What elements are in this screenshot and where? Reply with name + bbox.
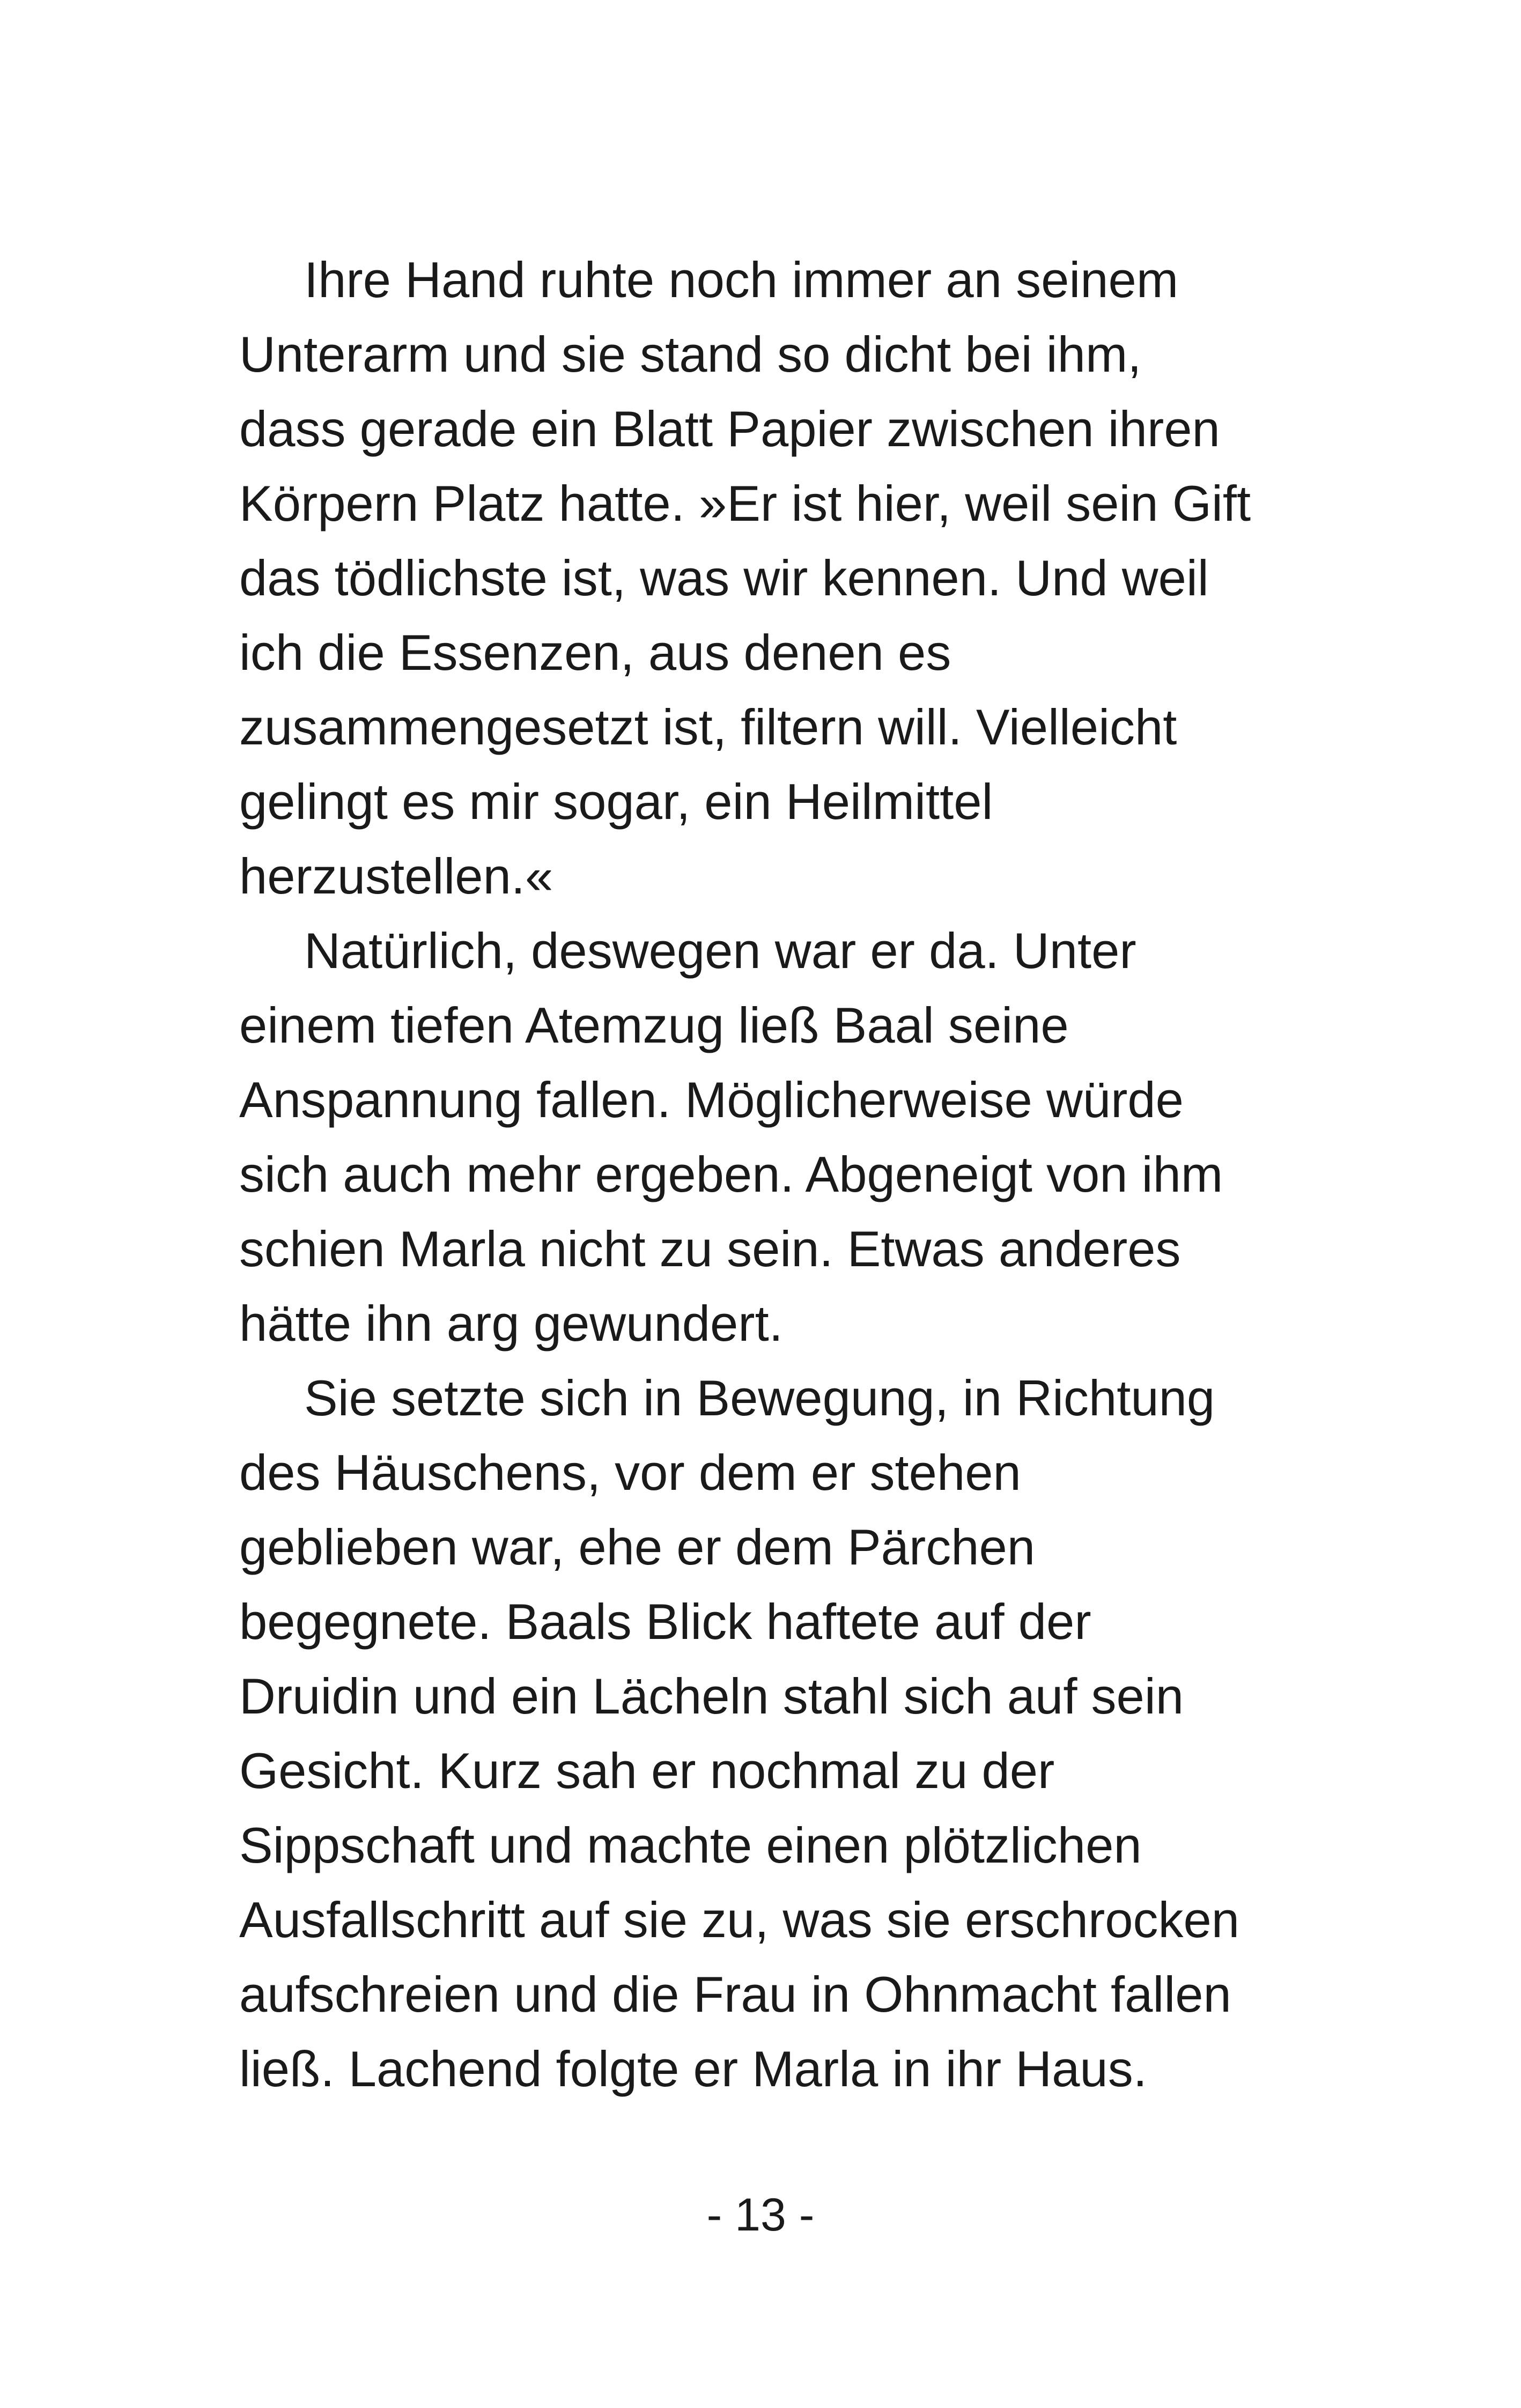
body-text: [239, 242, 1333, 2106]
paragraph-3-line-5: Druidin und ein Lächeln stahl sich auf sein: [239, 1668, 1184, 1724]
paragraph-1-line-6: ich die Essenzen, aus denen es: [239, 624, 951, 681]
paragraph-3-line-10: ließ. Lachend folgte er Marla in ihr Haus.: [239, 2041, 1147, 2097]
paragraph-2-line-6: hätte ihn arg gewundert.: [239, 1295, 783, 1351]
paragraph-3-line-9: aufschreien und die Frau in Ohnmacht fallen: [239, 1966, 1231, 2022]
paragraph-1-line-1: Ihre Hand ruhte noch immer an seinem: [304, 252, 1179, 308]
paragraph-1-line-3: dass gerade ein Blatt Papier zwischen ihren: [239, 401, 1220, 457]
paragraph-3-line-8: Ausfallschritt auf sie zu, was sie erschrocken: [239, 1892, 1240, 1948]
paragraph-2-line-2: einem tiefen Atemzug ließ Baal seine: [239, 997, 1069, 1053]
paragraph-1-line-9: herzustellen.«: [239, 848, 553, 904]
paragraph-2-line-1: Natürlich, deswegen war er da. Unter: [304, 922, 1136, 979]
paragraph-1-line-5: das tödlichste ist, was wir kennen. Und weil: [239, 550, 1209, 606]
paragraph-3-line-3: geblieben war, ehe er dem Pärchen: [239, 1519, 1036, 1575]
paragraph-3-line-1: Sie setzte sich in Bewegung, in Richtung: [304, 1370, 1215, 1426]
paragraph-1-line-8: gelingt es mir sogar, ein Heilmittel: [239, 773, 993, 830]
paragraph-2-line-4: sich auch mehr ergeben. Abgeneigt von ihm: [239, 1146, 1223, 1202]
paragraph-1-line-2: Unterarm und sie stand so dicht bei ihm,: [239, 326, 1142, 382]
paragraph-3-line-7: Sippschaft und machte einen plötzlichen: [239, 1817, 1142, 1873]
page-number: - 13 -: [706, 2189, 815, 2241]
paragraph-2-line-5: schien Marla nicht zu sein. Etwas anderes: [239, 1221, 1181, 1277]
paragraph-3-line-6: Gesicht. Kurz sah er nochmal zu der: [239, 1742, 1055, 1799]
paragraph-3-line-4: begegnete. Baals Blick haftete auf der: [239, 1593, 1091, 1650]
paragraph-1-line-4: Körpern Platz hatte. »Er ist hier, weil sein Gift: [239, 475, 1251, 531]
paragraph-3-line-2: des Häuschens, vor dem er stehen: [239, 1444, 1021, 1501]
paragraph-1-line-7: zusammengesetzt ist, filtern will. Vielleicht: [239, 699, 1177, 755]
paragraph-2-line-3: Anspannung fallen. Möglicherweise würde: [239, 1072, 1184, 1128]
